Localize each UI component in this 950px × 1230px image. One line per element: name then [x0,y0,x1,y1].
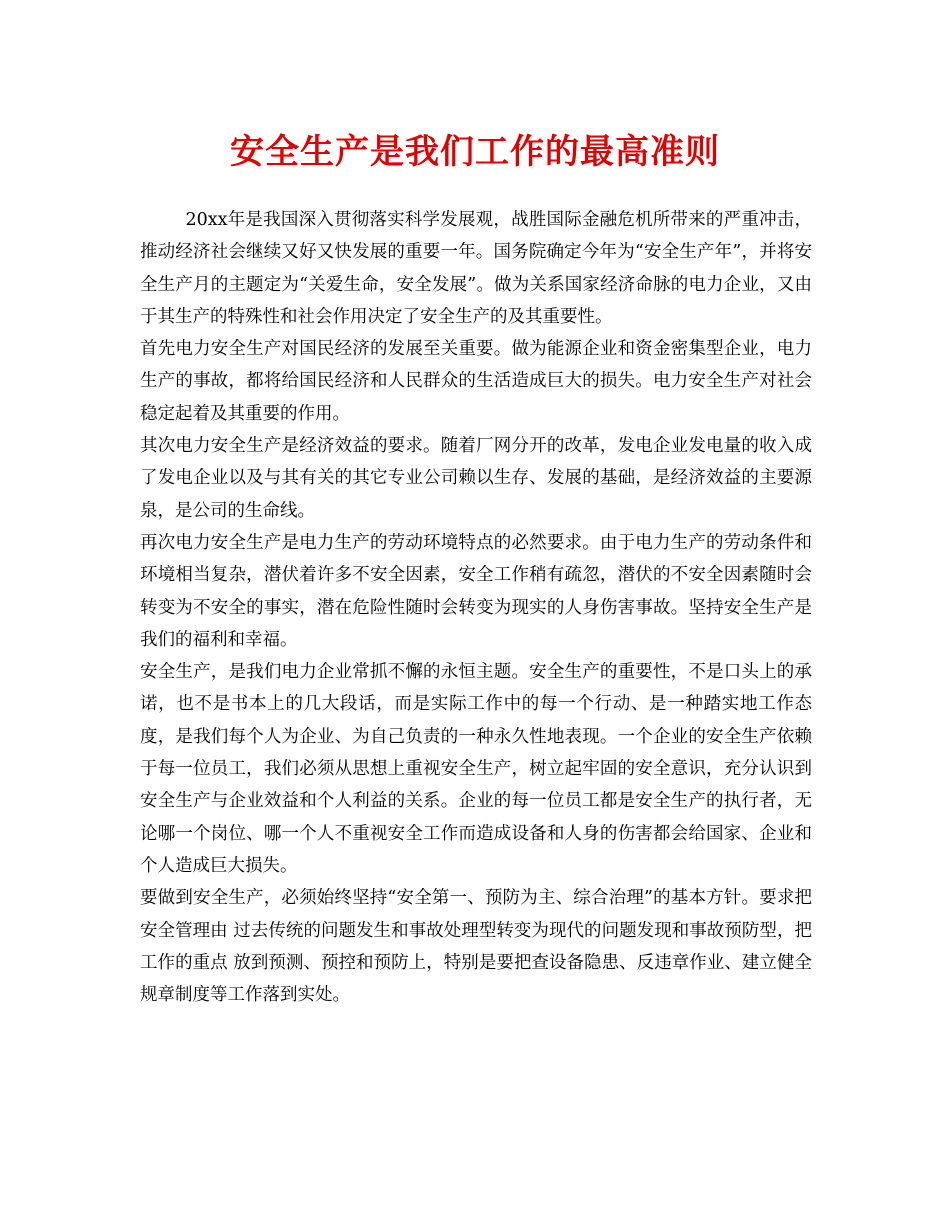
paragraph-policy: 要做到安全生产，必须始终坚持“安全第一、预防为主、综合治理”的基本方针。要求把安全管理由 过去传统的问题发生和事故处理型转变为现代的问题发现和事故预防型，把工作的重点 放到预测、预控和预防上，特别是要把查设备隐患、反违章作业、建立健全规章制度等工作落到实处。 [140,888,812,1006]
document-body [140,204,812,1011]
paragraph-safety-theme: 安全生产，是我们电力企业常抓不懈的永恒主题。安全生产的重要性，不是口头上的承诺，也不是书本上的几大段话，而是实际工作中的每一个行动、是一种踏实地工作态度，是我们每个人为企业、为自己负责的一种永久性地表现。一个企业的安全生产依赖于每一位员工，我们必须从思想上重视安全生产，树立起牢固的安全意识，充分认识到安全生产与企业效益和个人利益的关系。企业的每一位员工都是安全生产的执行者，无论哪一个岗位、哪一个人不重视安全工作而造成设备和人身的伤害都会给国家、企业和个人造成巨大损失。 [140,662,812,876]
document-title: 安全生产是我们工作的最高准则 [230,132,720,172]
paragraph-second-reason: 其次电力安全生产是经济效益的要求。随着厂网分开的改革，发电企业发电量的收入成了发电企业以及与其有关的其它专业公司赖以生存、发展的基础，是经济效益的主要源泉，是公司的生命线。 [140,436,812,521]
paragraph-intro: 20xx年是我国深入贯彻落实科学发展观，战胜国际金融危机所带来的严重冲击，推动经济社会继续又好又快发展的重要一年。国务院确定今年为“安全生产年”，并将安全生产月的主题定为“关爱生命，安全发展”。做为关系国家经济命脉的电力企业，又由于其生产的特殊性和社会作用决定了安全生产的及其重要性。 [140,210,812,327]
paragraph-third-reason: 再次电力安全生产是电力生产的劳动环境特点的必然要求。由于电力生产的劳动条件和环境相当复杂，潜伏着许多不安全因素，安全工作稍有疏忽，潜伏的不安全因素随时会转变为不安全的事实，潜在危险性随时会转变为现实的人身伤害事故。坚持安全生产是我们的福利和幸福。 [140,532,812,650]
paragraph-first-reason: 首先电力安全生产对国民经济的发展至关重要。做为能源企业和资金密集型企业，电力生产的事故，都将给国民经济和人民群众的生活造成巨大的损失。电力安全生产对社会稳定起着及其重要的作用。 [140,339,812,424]
